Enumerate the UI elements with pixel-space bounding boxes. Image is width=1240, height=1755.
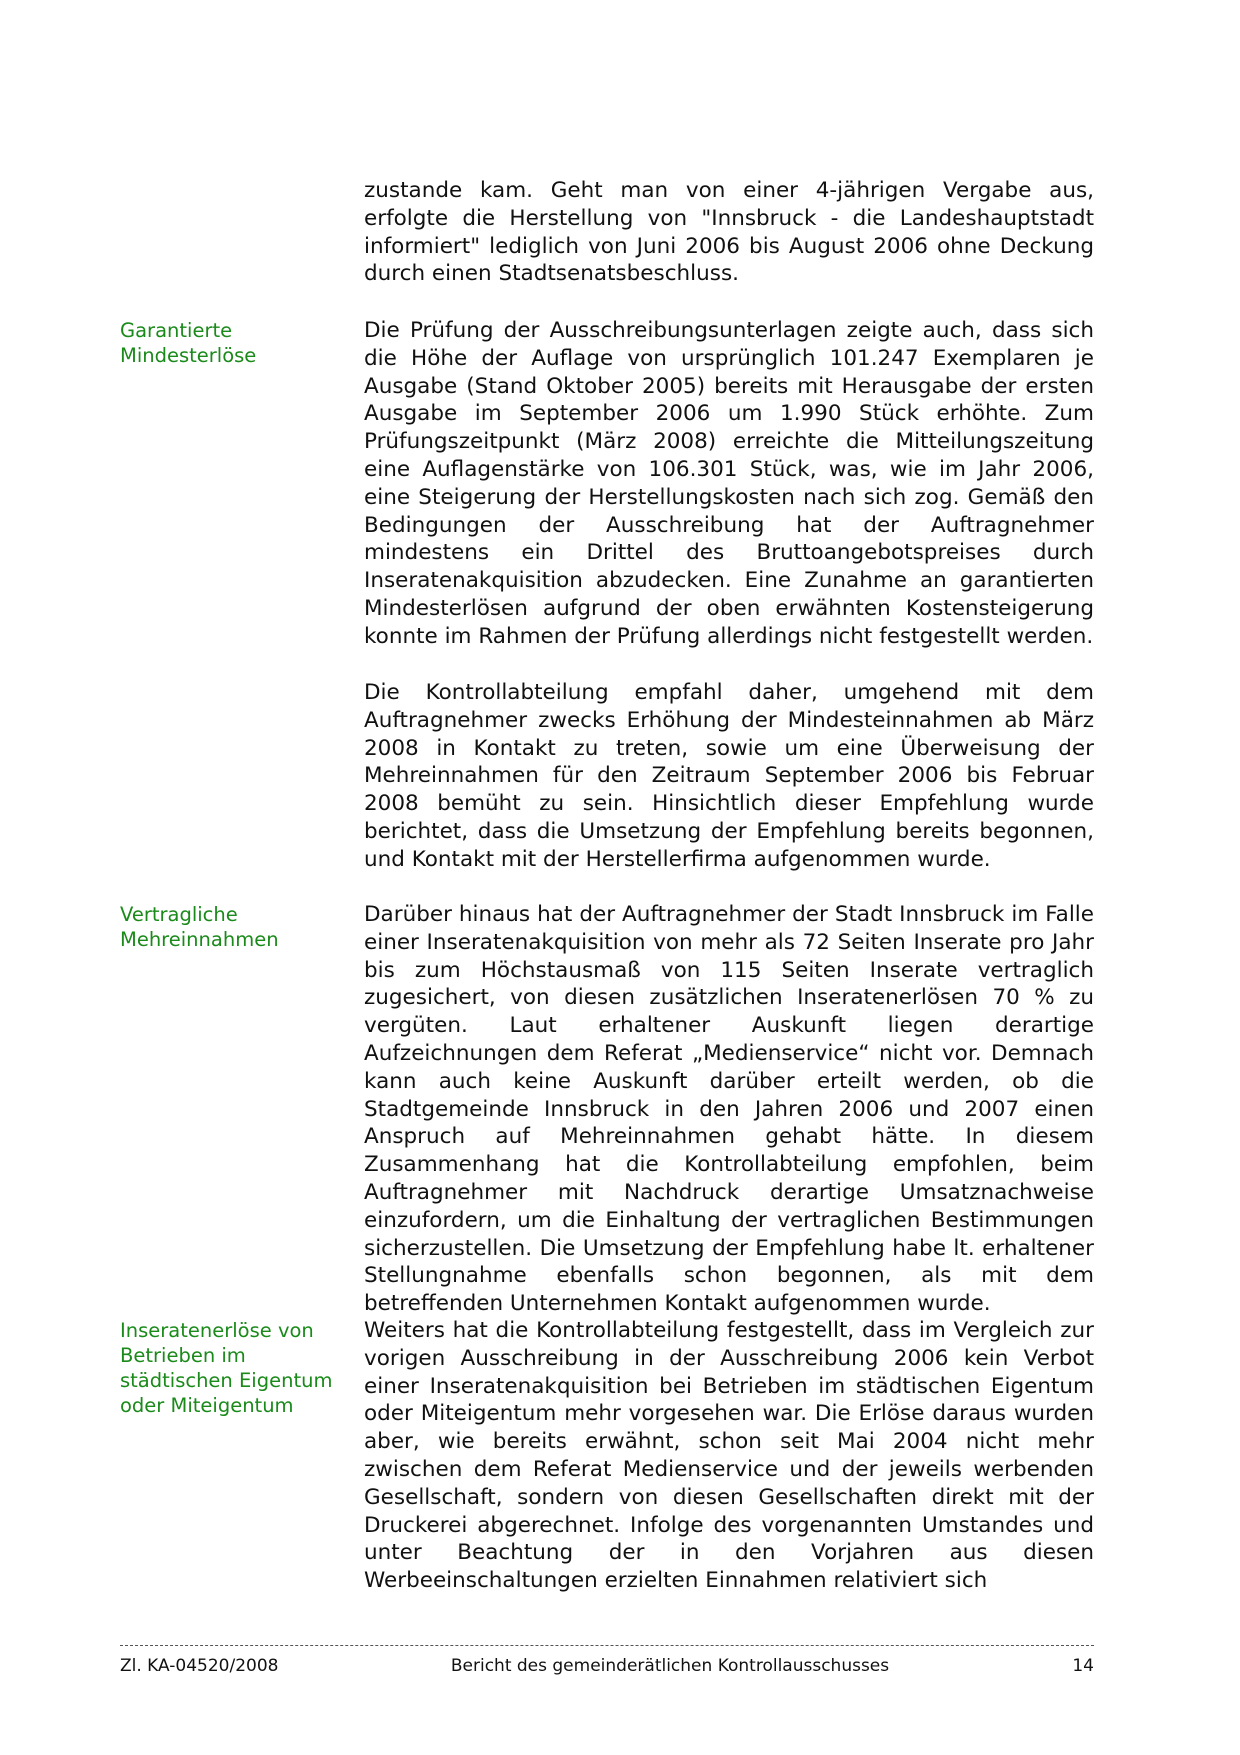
side-note-garantierte-mindesterloese: Garantierte Mindesterlöse xyxy=(120,319,257,367)
footer-report-title: Bericht des gemeinderätlichen Kontrollausschusses xyxy=(450,1656,890,1676)
side-note-vertragliche-mehreinnahmen: Vertragliche Mehreinnahmen xyxy=(120,903,279,951)
paragraph-1: zustande kam. Geht man von einer 4-jährigen Vergabe aus, erfolgte die Herstellung von "Innsbruck - die Landeshauptstadt informiert" lediglich von Juni 2006 bis August 2006 ohne Deckung durch einen Stadtsenatsbeschluss. xyxy=(364,178,1094,287)
paragraph-2: Die Prüfung der Ausschreibungsunterlagen zeigte auch, dass sich die Höhe der Auflage von ursprünglich 101.247 Exemplaren je Ausgabe (Stand Oktober 2005) bereits mit Herausgabe der ersten Ausgabe im September 2006 um 1.990 Stück erhöhte. Zum Prüfungszeitpunkt (März 2008) erreichte die Mitteilungszeitung eine Auflagenstärke von 106.301 Stück, was, wie im Jahr 2006, eine Steigerung der Herstellungskosten nach sich zog. Gemäß den Bedingungen der Ausschreibung hat der Auftragnehmer mindestens ein Drittel des Bruttoangebotspreises durch Inseratenakquisition abzudecken. Eine Zunahme an garantierten Mindesterlösen aufgrund der oben erwähnten Kostensteigerung konnte im Rahmen der Prüfung allerdings nicht festgestellt werden. xyxy=(364,318,1094,649)
footer-divider xyxy=(120,1645,1094,1646)
paragraph-5: Weiters hat die Kontrollabteilung festgestellt, dass im Vergleich zur vorigen Ausschreibung in der Ausschreibung 2006 kein Verbot einer Inseratenakquisition bei Betrieben im städtischen Eigentum oder Miteigentum mehr vorgesehen war. Die Erlöse daraus wurden aber, wie bereits erwähnt, schon seit Mai 2004 nicht mehr zwischen dem Referat Medienservice und der jeweils werbenden Gesellschaft, sondern von diesen Gesellschaften direkt mit der Druckerei abgerechnet. Infolge des vorgenannten Umstandes und unter Beachtung der in den Vorjahren aus diesen Werbeeinschaltungen erzielten Einnahmen relativiert sich xyxy=(364,1318,1094,1594)
footer-page-number: 14 xyxy=(1072,1656,1094,1676)
paragraph-4: Darüber hinaus hat der Auftragnehmer der Stadt Innsbruck im Falle einer Inseratenakquisition von mehr als 72 Seiten Inserate pro Jahr bis zum Höchstausmaß von 115 Seiten Inserate vertraglich zugesichert, von diesen zusätzlichen Inseratenerlösen 70 % zu vergüten. Laut erhaltener Auskunft liegen derartige Aufzeichnungen dem Referat „Medienservice“ nicht vor. Demnach kann auch keine Auskunft darüber erteilt werden, ob die Stadtgemeinde Innsbruck in den Jahren 2006 und 2007 einen Anspruch auf Mehreinnahmen gehabt hätte. In diesem Zusammenhang hat die Kontrollabteilung empfohlen, beim Auftragnehmer mit Nachdruck derartige Umsatznachweise einzufordern, um die Einhaltung der vertraglichen Bestimmungen sicherzustellen. Die Umsetzung der Empfehlung habe lt. erhaltener Stellungnahme ebenfalls schon begonnen, als mit dem betreffenden Unternehmen Kontakt aufgenommen wurde. xyxy=(364,902,1094,1317)
paragraph-3: Die Kontrollabteilung empfahl daher, umgehend mit dem Auftragnehmer zwecks Erhöhung der Mindesteinnahmen ab März 2008 in Kontakt zu treten, sowie um eine Überweisung der Mehreinnahmen für den Zeitraum September 2006 bis Februar 2008 bemüht zu sein. Hinsichtlich dieser Empfehlung wurde berichtet, dass die Umsetzung der Empfehlung bereits begonnen, und Kontakt mit der Herstellerfirma aufgenommen wurde. xyxy=(364,680,1094,872)
footer-reference: Zl. KA-04520/2008 xyxy=(120,1656,279,1676)
side-note-inseratenerloese: Inseratenerlöse von Betrieben im städtischen Eigentum oder Miteigentum xyxy=(120,1319,333,1417)
